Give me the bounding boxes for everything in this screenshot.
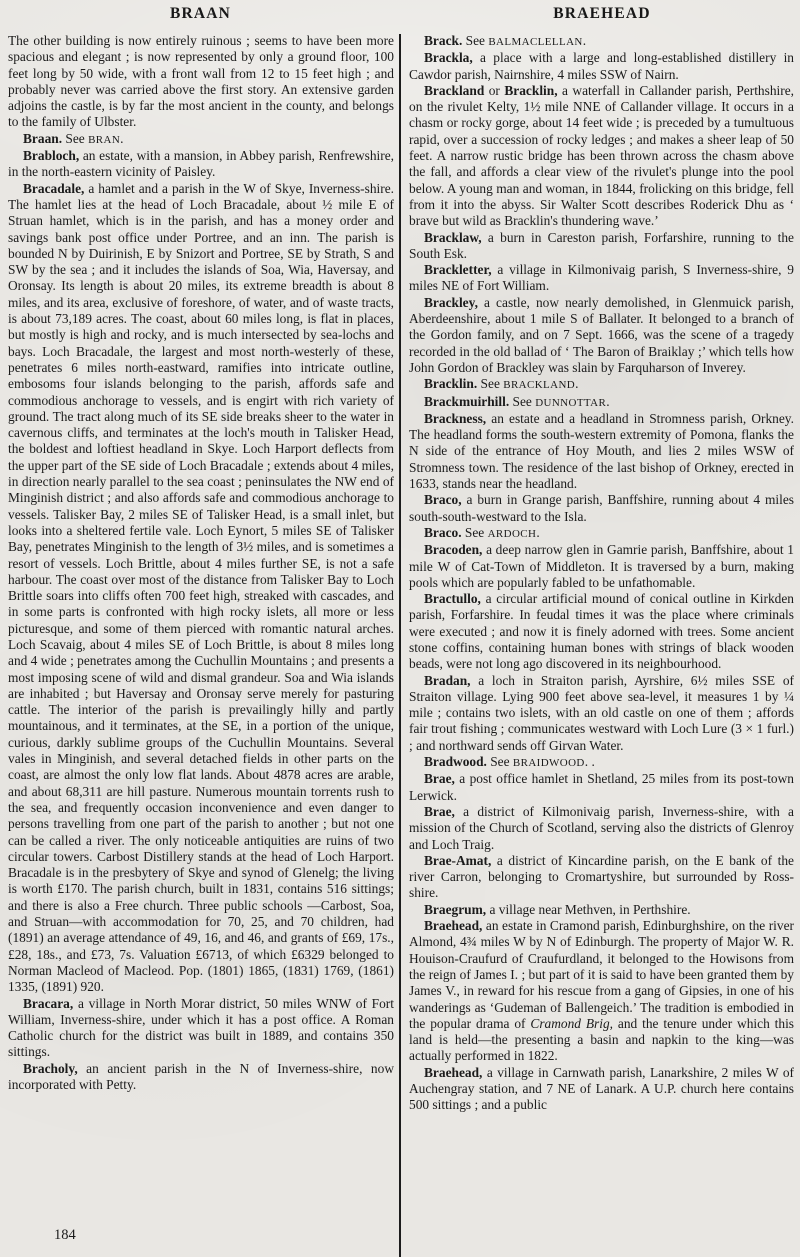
entry-text: a burn in Grange parish, Banffshire, running about 4 miles south-south-westward to the Isla. [409,492,794,524]
entry-text: a village in North Morar district, 50 miles WNW of Fort William, Inverness-shire, under which it has a post office. A Roman Catholic church for the district was built in 1889, and contains 350 sittings. [8,995,394,1060]
gazetteer-entry [409,492,794,525]
right-column-header: BRAEHEAD [553,5,651,22]
entry-name: Braco, [424,492,462,508]
entry-name: Brackley, [424,294,478,310]
entry-name: Bracklin. [424,376,478,392]
entry-name: Bracoden, [424,542,483,558]
gazetteer-entry [409,33,794,50]
entry-text: a post office hamlet in Shetland, 25 miles from its post-town Lerwick. [409,771,794,803]
gazetteer-entry [8,1061,394,1094]
entry-name: Braegrum, [424,901,487,917]
entry-name: Brackness, [424,410,487,426]
entry-text: a district of Kilmonivaig parish, Inverness-shire, with a mission of the Church of Scotland, serving also the districts of Glenroy and Loch Traig. [409,803,794,852]
gazetteer-entry [409,411,794,492]
entry-name: Bracklin, [504,82,558,98]
entry-name: Brack. [424,33,463,48]
entry-name: Brackland [424,82,485,98]
gazetteer-entry [409,50,794,83]
entry-text: an estate, with a mansion, in Abbey parish, Renfrewshire, in the north-eastern vicinity of Paisley. [8,148,394,180]
gazetteer-entry [409,525,794,542]
entry-text: an estate in Cramond parish, Edinburghshire, on the river Almond, 4¾ miles W by N of Edinburgh. The property of Major W. R. Houison-Craufurd of Craufurdland, it belonged to the Howisons from the reign of James I. ; but part of it is said to have been granted them by James V., in reward for his rescue from a gang of Gipsies, in one of his wanderings as ‘Gudeman of Ballengeich.’ The tradition is embodied in the popular drama of [409,918,794,1031]
entry-text: See [477,376,504,392]
entry-text: a hamlet and a parish in the W of Skye, Inverness-shire. The hamlet lies at the head of Loch Bracadale, about ½ mile E of Struan hamlet, which is in the parish, and has a money order and savings bank post office under Portree, and an inn. The parish is bounded N by Duirinish, E by Snizort and Portree, SE by Strath, S and SW by the sea ; and it includes the islands of Soa, Wia, Haversay, and Oronsay. Its length is about 20 miles, its extreme breadth is about 8 miles, and its area, exclusive of foreshore, of water, and of waste tracts, is about 73,189 acres. The coast, about 60 miles long, is flat in places, but mostly is high and rocky, and is much intersected by sea-lochs and bays. Loch Bracadale, the largest and most north-westerly of these, penetrates 6 miles north-eastward, ramifies into intricate outline, embosoms four islands belonging to the parish, affords safe and commodious anchorage to vessels, and is engirt with rich variety of ground. The tract along much of its SE side breaks sheer to the water in cavernous cliffs, and terminates at the loch's mouth in Talisker Head, the boldest and loftiest headland in Skye. Loch Harport deflects from the upper part of the SE side of Loch Bracadale ; extends about 4 miles, in direction nearly parallel to the sea coast ; peninsulates the NW end of Minginish district ; and also affords safe and commodious anchorage to vessels. Talisker Bay, 2 miles SE of Talisker Head, is a small inlet, but looks into a sheltered fertile vale. Loch Eynort, 5 miles SE of Talisker Bay, penetrates Minginish to the length of 3½ miles, and is sometimes a resort of vessels. Loch Brittle, about 4 miles further SE, is not a safe harbour. The coast over most of the distance from Talisker Bay to Loch Brittle soars into cliffs often 700 feet high, streaked with cascades, and in some parts is confronted with high rocky islets, all more or less picturesque, and some of them pierced with romantic natural arches. Loch Scavaig, about 4 miles SE of Loch Brittle, is about 8 miles long and 4 wide ; penetrates among the Cuchullin Mountains ; and presents a most imposing scene of wild and dismal grandeur. Soa and Wia islands are inhabited ; but Haversay and Oronsay serve merely for pasturing cattle. The interior of the parish is prevailingly hilly and partly mountainous, and it terminates, at the SE, in a portion of the unique, curious, darkly sublime groups of the Cuchullin Mountains. Several vales in Minginish, and several detached fields in other parts on the coast, are almost the only low flat lands. About 4878 acres are arable, and about 68,311 are hill pasture. Numerous mountain torrents rush to the sea, and frequently occasion inconvenience and even danger to persons travelling from one part of the parish to another ; but not one can be called a river. The only noticeable antiquities are ruins of two circular towers. Carbost Distillery stands at the head of Loch Harport. Bracadale is in the presbytery of Skye and synod of Glenelg; the living is worth £170. The parish church, built in 1831, contains 516 sittings; and there is also a Free church. Three public schools —Carbost, Soa, and Struan—with accommodation for 70, 25, and 70 children, had (1891) an average attendance of 49, 16, and 46, and grants of £69, 17s., £28, 18s., and £73, 7s. Valuation £6713, of which £6329 belonged to Norman Macleod of Macleod. Pop. (1801) 1865, (1831) 1769, (1861) 1335, (1891) 920. [8,180,395,995]
entry-text: a district of Kincardine parish, on the E bank of the river Carron, belonging to Cromartyshire, but surrounded by Ross-shire. [409,852,794,901]
italic-title: Cramond Brig, [530,1015,614,1031]
entry-name: Brae-Amat, [424,852,492,868]
gazetteer-entry [409,918,794,1065]
entry-name: Bradwood. [424,754,487,770]
entry-name: Braehead, [424,918,483,934]
entry-text: The other building is now entirely ruinous ; seems to have been more spacious and elegant ; is now represented by only a ground floor, 100 feet long by 50 wide, with a front wall from 12 to 15 feet high ; and probably never was carried above the first story. An extensive garden adjoins the castle, is by far the most ancient in the county, and belongs to the family of Ulbster. [8,33,394,130]
entry-name: Bractullo, [424,591,481,607]
entry-text: an ancient parish in the N of Inverness-shire, now incorporated with Petty. [8,1060,394,1092]
page-number: 184 [54,1227,76,1243]
gazetteer-entry [409,394,794,411]
entry-name: Bracara, [23,995,74,1011]
entry-name: Brackmuirhill. [424,393,510,409]
entry-name: Braan. [23,130,63,146]
entry-text: a village near Methven, in Perthshire. [486,901,691,917]
cross-reference: ARDOCH [487,527,537,540]
gazetteer-entry [409,262,794,295]
entry-text: See [486,754,513,770]
gazetteer-entry [409,591,794,672]
cross-reference: BALMACLELLAN [488,36,583,48]
cross-reference: BRAIDWOOD [512,757,585,770]
entry-name: Bracklaw, [424,229,482,245]
gazetteer-entry [409,771,794,804]
gazetteer-entry [409,376,794,393]
gazetteer-entry [409,230,794,263]
entry-text: an estate and a headland in Stromness parish, Orkney. The headland forms the south-western extremity of Pomona, flanks the N side of the entrance of Hoy Mouth, and lies 2 miles WSW of Stromness town. The residence of the last bishop of Orkney, erected in 1633, stands near the headland. [409,410,794,492]
gazetteer-entry [409,853,794,902]
entry-name: Brae, [424,803,455,819]
entry-text: See [461,524,488,540]
column-divider-rule [399,34,401,1257]
gazetteer-entry [8,181,394,996]
entry-text: a castle, now nearly demolished, in Glenmuick parish, Aberdeenshire, about 1 mile S of Ballater. It belonged to a branch of the Gordon family, and on 7 Sept. 1666, was the scene of a tragedy recorded in the old ballad of ‘ The Baron of Braiklay ;’ which tells how John Gordon of Brackley was slain by Farquharson of Inverey. [409,294,794,375]
gazetteer-entry [409,542,794,591]
entry-name: Brackletter, [424,262,492,278]
entry-name: Bracholy, [23,1060,78,1076]
gazetteer-entry [8,996,394,1061]
gazetteer-entry [409,902,794,918]
entry-text: See [509,393,536,409]
entry-text: a village in Kilmonivaig parish, S Inverness-shire, 9 miles NE of Fort William. [409,262,794,294]
entry-text: a circular artificial mound of conical outline in Kirkden parish, Forfarshire. In feudal times it was the place where criminals were executed ; and now it is finely adorned with trees. Some ancient stone coffins, containing human bones with strings of black wooden beads, were not long ago discovered in its neighbourhood. [409,591,794,672]
cross-reference: DUNNOTTAR [535,396,607,409]
entry-name: Brabloch, [23,148,80,164]
gazetteer-entry [409,1065,794,1114]
left-column-header: BRAAN [169,5,232,22]
entry-name: Bracadale, [23,180,85,196]
gazetteer-entry [409,804,794,853]
entry-name: Braco. [424,524,462,540]
entry-text: See [462,33,489,48]
entry-text: . [575,376,579,392]
cross-reference: BRAN [88,133,121,146]
entry-text: or [484,82,505,98]
entry-text: a deep narrow glen in Gamrie parish, Banffshire, about 1 mile W of Cat-Town of Middleton. It is traversed by a burn, making pools which are popularly fabled to be unfathomable. [409,542,794,590]
right-column [409,33,794,1114]
entry-name: Braehead, [424,1064,483,1080]
entry-text: and the tenure under which this land is held—the presenting a basin and napkin to the king—was actually performed in 1822. [409,1015,795,1064]
entry-text: a burn in Careston parish, Forfarshire, running to the South Esk. [409,229,794,261]
entry-text: a village in Carnwath parish, Lanarkshire, 2 miles W of Auchengray station, and 7 NE of Lanark. A U.P. church here contains 500 sittings ; and a public [409,1064,794,1113]
entry-text: . [120,130,124,146]
entry-name: Bradan, [424,672,471,688]
gazetteer-entry [409,754,794,771]
gazetteer-entry [409,673,794,754]
entry-text: See [62,130,89,146]
entry-text: . [536,524,540,540]
entry-name: Brackla, [424,50,473,66]
entry-text: . [582,33,587,48]
gazetteer-entry [409,295,794,376]
gazetteer-entry [8,33,394,131]
cross-reference: BRACKLAND [503,379,576,392]
entry-text: . . [584,754,595,770]
left-column [8,33,394,1093]
gazetteer-entry [8,148,394,181]
entry-text: a waterfall in Callander parish, Perthshire, on the rivulet Kelty, 1½ mile NNE of Callander village. It occurs in a chasm or rocky gorge, about 14 feet wide ; is preceded by a tumultuous rapid, over a succession of rocky ledges ; and makes a sheer leap of 50 feet. A narrow rustic bridge has been thrown across the chasm above the fall, and affords a clear view of the rivulet's plunge into the pool below. A young man and woman, in 1844, frolicking on this bridge, fell from it into the abyss. Sir Walter Scott describes Roderick Dhu as ‘ brave but wild as Bracklin's thundering wave.’ [409,82,794,229]
entry-text: . [606,393,610,409]
entry-text: a loch in Straiton parish, Ayrshire, 6½ miles SSE of Straiton village. Lying 900 feet above sea-level, it measures 1 by ¼ mile ; contains two islets, with an old castle on one of them ; affords fair trout fishing ; communicates westward with Loch Lure (3 × 1 furl.) ; and northward sends off Girvan Water. [409,672,794,753]
gazetteer-entry [8,131,394,148]
entry-name: Brae, [424,771,455,787]
entry-text: a place with a large and long-established distillery in Cawdor parish, Nairnshire, 4 miles SSW of Nairn. [409,50,794,82]
gazetteer-entry [409,83,794,230]
